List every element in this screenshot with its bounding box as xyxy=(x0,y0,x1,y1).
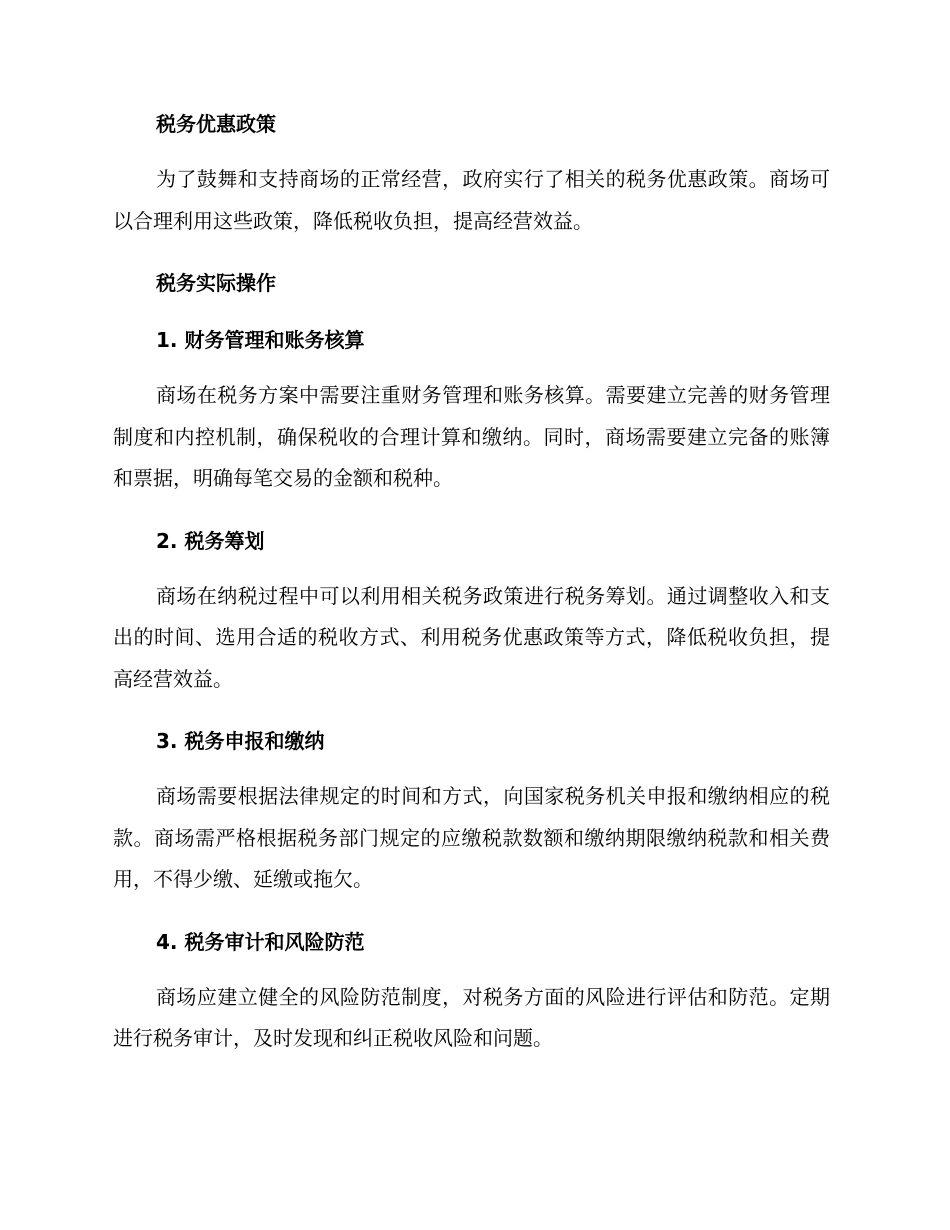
paragraph-tax-planning: 商场在纳税过程中可以利用相关税务政策进行税务筹划。通过调整收入和支出的时间、选用合适的税收方式、利用税务优惠政策等方式，降低税收负担，提高经营效益。 xyxy=(113,583,830,691)
section-heading-tax-audit: 4. 税务审计和风险防范 xyxy=(156,929,365,954)
paragraph-tax-audit: 商场应建立健全的风险防范制度，对税务方面的风险进行评估和防范。定期进行税务审计，及时发现和纠正税收风险和问题。 xyxy=(113,984,830,1050)
paragraph-financial-management: 商场在税务方案中需要注重财务管理和账务核算。需要建立完善的财务管理制度和内控机制，确保税收的合理计算和缴纳。同时，商场需要建立完备的账簿和票据，明确每笔交易的金额和税种。 xyxy=(113,383,830,490)
section-heading-tax-operations: 税务实际操作 xyxy=(156,271,276,295)
section-heading-tax-incentives: 税务优惠政策 xyxy=(156,112,276,136)
section-heading-tax-planning: 2. 税务筹划 xyxy=(156,528,265,553)
paragraph-tax-incentives: 为了鼓舞和支持商场的正常经营，政府实行了相关的税务优惠政策。商场可以合理利用这些政策，降低税收负担，提高经营效益。 xyxy=(113,167,830,233)
section-heading-financial-management: 1. 财务管理和账务核算 xyxy=(156,328,365,352)
section-heading-tax-filing: 3. 税务申报和缴纳 xyxy=(156,729,325,753)
paragraph-tax-filing: 商场需要根据法律规定的时间和方式，向国家税务机关申报和缴纳相应的税款。商场需严格根据税务部门规定的应缴税款数额和缴纳期限缴纳税款和相关费用，不得少缴、延缴或拖欠。 xyxy=(113,784,830,891)
